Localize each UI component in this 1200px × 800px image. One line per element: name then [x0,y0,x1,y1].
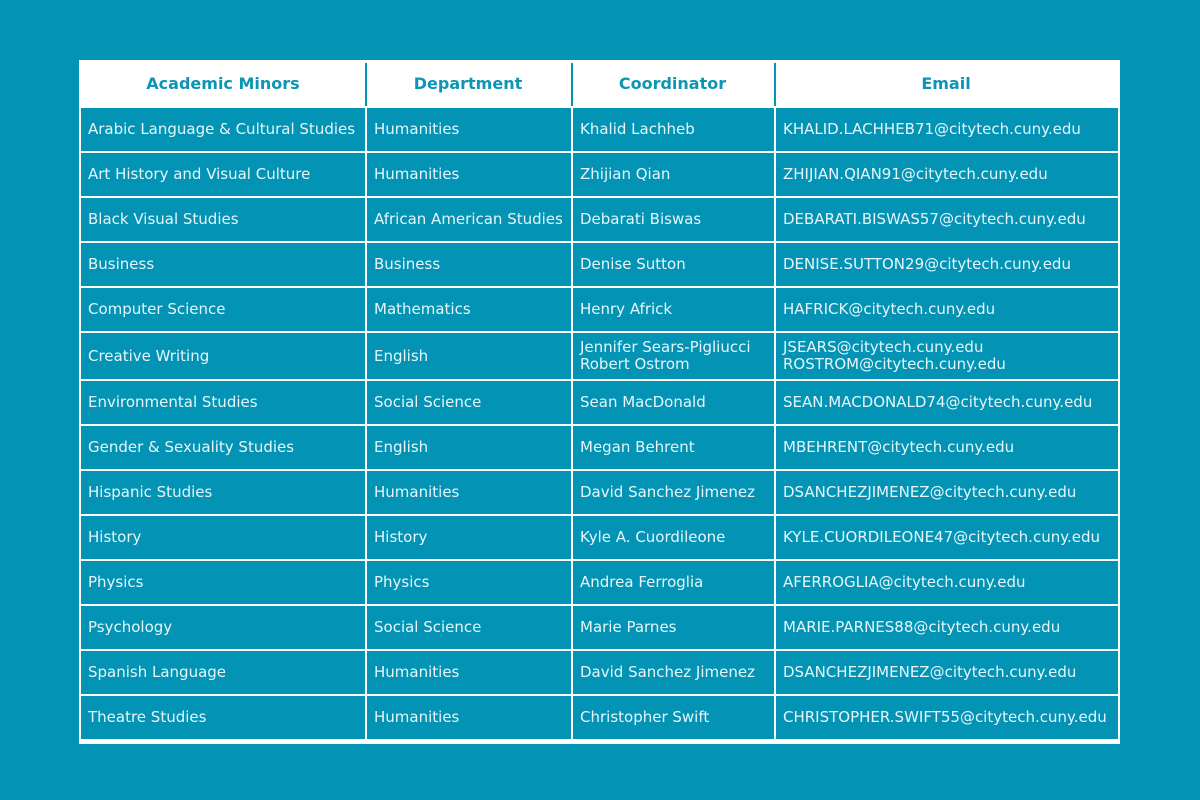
coordinator-name: Marie Parnes [580,618,677,636]
cell-email [774,286,1118,331]
cell-department: English [365,424,571,469]
cell-email [774,649,1118,694]
cell-coordinator [571,106,774,151]
table-body [81,106,1118,739]
header-academic-minors: Academic Minors [81,60,365,106]
cell-coordinator [571,469,774,514]
cell-department: Humanities [365,469,571,514]
email-address: ROSTROM@citytech.cuny.edu [783,355,1006,373]
coordinator-name: Christopher Swift [580,708,710,726]
email-address: ZHIJIAN.QIAN91@citytech.cuny.edu [783,165,1048,183]
email-address: KHALID.LACHHEB71@citytech.cuny.edu [783,120,1081,138]
cell-coordinator [571,151,774,196]
cell-minor: Hispanic Studies [81,469,365,514]
cell-minor: Computer Science [81,286,365,331]
cell-department: History [365,514,571,559]
cell-minor: Theatre Studies [81,694,365,739]
coordinator-name: David Sanchez Jimenez [580,663,755,681]
coordinator-name: Zhijian Qian [580,165,671,183]
cell-coordinator [571,196,774,241]
cell-minor: Art History and Visual Culture [81,151,365,196]
table-row [81,106,1118,151]
cell-email [774,514,1118,559]
table-row [81,241,1118,286]
cell-coordinator [571,559,774,604]
cell-email [774,241,1118,286]
table-row [81,151,1118,196]
minors-table-container [79,60,1120,744]
cell-email [774,379,1118,424]
email-address: SEAN.MACDONALD74@citytech.cuny.edu [783,393,1093,411]
table-row [81,694,1118,739]
coordinator-name: David Sanchez Jimenez [580,483,755,501]
coordinator-name: Robert Ostrom [580,355,690,373]
coordinator-name: Henry Africk [580,300,673,318]
cell-department: Humanities [365,649,571,694]
cell-email [774,424,1118,469]
cell-minor: Black Visual Studies [81,196,365,241]
email-address: MBEHRENT@citytech.cuny.edu [783,438,1015,456]
table-row [81,604,1118,649]
cell-department: African American Studies [365,196,571,241]
cell-department: Humanities [365,151,571,196]
cell-department: Physics [365,559,571,604]
cell-coordinator [571,379,774,424]
header-row [81,60,1118,106]
table-row [81,469,1118,514]
cell-email [774,694,1118,739]
coordinator-name: Denise Sutton [580,255,686,273]
cell-coordinator [571,694,774,739]
cell-department: Business [365,241,571,286]
coordinator-name: Debarati Biswas [580,210,702,228]
email-address: HAFRICK@citytech.cuny.edu [783,300,996,318]
email-address: CHRISTOPHER.SWIFT55@citytech.cuny.edu [783,708,1107,726]
cell-department: Social Science [365,604,571,649]
cell-email [774,151,1118,196]
table-row [81,286,1118,331]
table-row [81,649,1118,694]
table-row [81,559,1118,604]
cell-coordinator [571,604,774,649]
cell-coordinator [571,286,774,331]
table-row [81,514,1118,559]
cell-coordinator [571,241,774,286]
cell-minor: History [81,514,365,559]
cell-email [774,331,1118,379]
coordinator-name: Megan Behrent [580,438,695,456]
table-header [81,60,1118,106]
email-address: KYLE.CUORDILEONE47@citytech.cuny.edu [783,528,1100,546]
table-row [81,331,1118,379]
coordinator-name: Jennifer Sears-Pigliucci [580,338,751,356]
cell-email [774,469,1118,514]
cell-minor: Physics [81,559,365,604]
email-address: JSEARS@citytech.cuny.edu [783,338,984,356]
email-address: DSANCHEZJIMENEZ@citytech.cuny.edu [783,663,1077,681]
minors-table [81,60,1118,739]
header-coordinator: Coordinator [571,60,774,106]
cell-coordinator [571,514,774,559]
cell-email [774,559,1118,604]
cell-minor: Environmental Studies [81,379,365,424]
table-row [81,196,1118,241]
cell-department: Humanities [365,106,571,151]
coordinator-name: Andrea Ferroglia [580,573,704,591]
cell-minor: Spanish Language [81,649,365,694]
cell-minor: Psychology [81,604,365,649]
table-row [81,379,1118,424]
coordinator-name: Sean MacDonald [580,393,706,411]
header-email: Email [774,60,1118,106]
cell-coordinator [571,649,774,694]
cell-department: Humanities [365,694,571,739]
cell-coordinator [571,331,774,379]
cell-minor: Gender & Sexuality Studies [81,424,365,469]
coordinator-name: Khalid Lachheb [580,120,695,138]
cell-minor: Creative Writing [81,331,365,379]
cell-email [774,196,1118,241]
email-address: MARIE.PARNES88@citytech.cuny.edu [783,618,1061,636]
coordinator-name: Kyle A. Cuordileone [580,528,726,546]
cell-email [774,106,1118,151]
cell-department: English [365,331,571,379]
cell-email [774,604,1118,649]
email-address: DSANCHEZJIMENEZ@citytech.cuny.edu [783,483,1077,501]
cell-department: Mathematics [365,286,571,331]
cell-coordinator [571,424,774,469]
cell-minor: Arabic Language & Cultural Studies [81,106,365,151]
email-address: AFERROGLIA@citytech.cuny.edu [783,573,1026,591]
cell-minor: Business [81,241,365,286]
table-row [81,424,1118,469]
email-address: DENISE.SUTTON29@citytech.cuny.edu [783,255,1071,273]
cell-department: Social Science [365,379,571,424]
email-address: DEBARATI.BISWAS57@citytech.cuny.edu [783,210,1086,228]
header-department: Department [365,60,571,106]
